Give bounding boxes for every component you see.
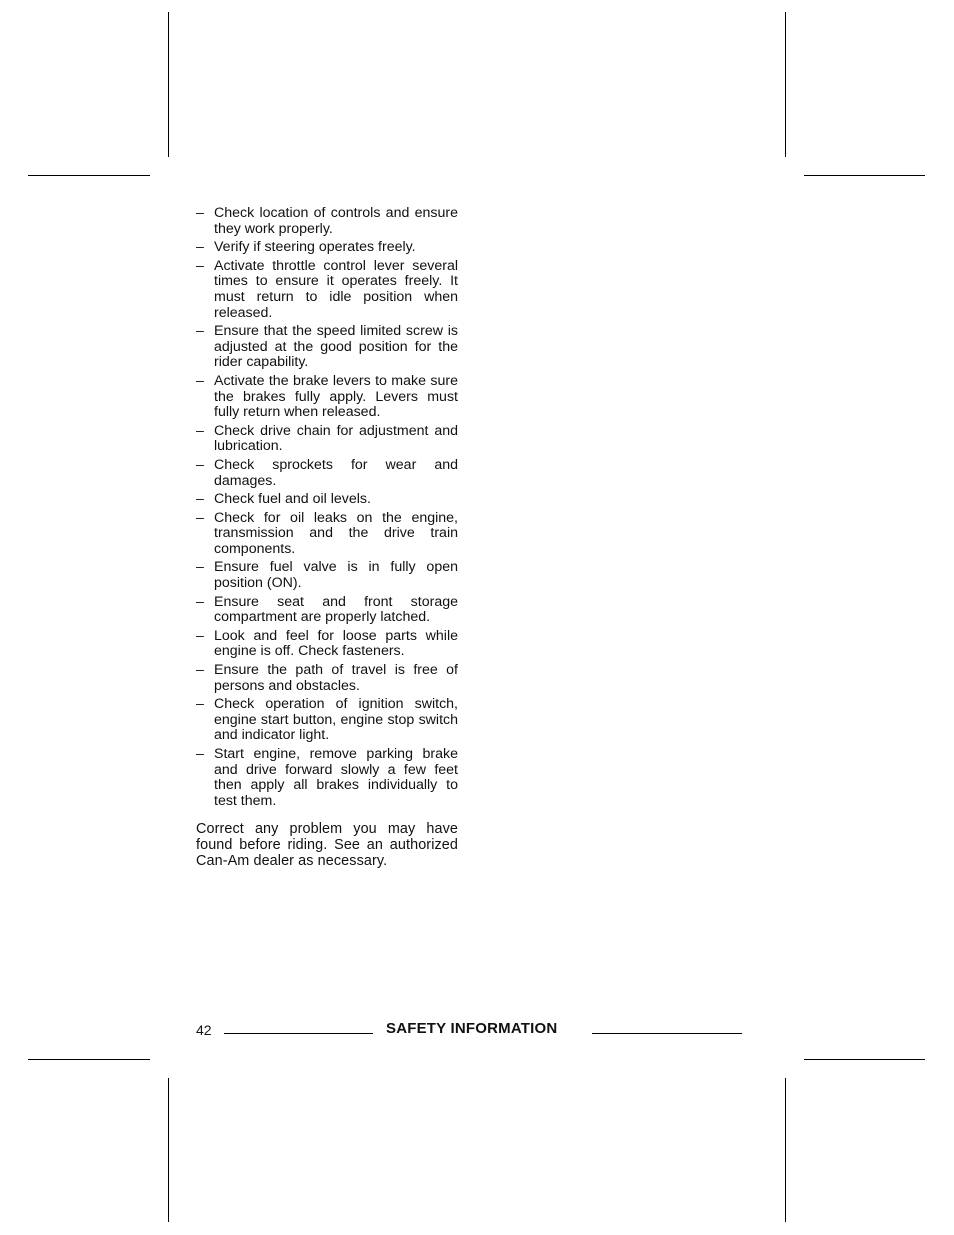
checklist-item [196, 595, 458, 626]
crop-mark-bottom-right-vertical [785, 1078, 786, 1222]
footer-rule-left [224, 1033, 373, 1034]
checklist-item [196, 629, 458, 660]
checklist-item-text: Ensure the path of travel is free of persons and obstacles. [214, 662, 458, 694]
checklist-item-text: Activate the brake levers to make sure the brakes fully apply. Levers must fully return when released. [214, 372, 458, 421]
checklist-list [196, 206, 458, 809]
crop-mark-bottom-left-vertical [168, 1078, 169, 1222]
list-dash: – [196, 323, 204, 340]
checklist-item-text: Check sprockets for wear and damages. [214, 456, 458, 489]
list-dash: – [196, 746, 204, 762]
list-dash: – [196, 239, 204, 256]
checklist-item [196, 511, 458, 558]
list-dash: – [196, 559, 204, 576]
checklist-item [196, 206, 458, 237]
crop-mark-top-right-horizontal [804, 175, 925, 176]
checklist-item [196, 697, 458, 744]
checklist-item [196, 747, 458, 809]
checklist-item [196, 663, 458, 694]
pre-ride-checklist [196, 206, 458, 869]
list-dash: – [196, 593, 204, 610]
checklist-item-text: Start engine, remove parking brake and drive forward slowly a few feet then apply all brakes individually to test them. [214, 746, 458, 809]
list-dash: – [196, 696, 204, 713]
list-dash: – [196, 372, 204, 389]
checklist-item-text: Check operation of ignition switch, engine start button, engine stop switch and indicator light. [214, 696, 458, 744]
checklist-item [196, 492, 458, 508]
checklist-item-text: Activate throttle control lever several times to ensure it operates freely. It must return to idle position when released. [214, 257, 458, 321]
checklist-item-text: Check location of controls and ensure they work properly. [214, 205, 458, 237]
checklist-item-text: Check for oil leaks on the engine, transmission and the drive train components. [214, 509, 458, 557]
checklist-item [196, 560, 458, 591]
checklist-item [196, 374, 458, 421]
checklist-item [196, 240, 458, 256]
footer-rule-right [592, 1033, 742, 1034]
checklist-item-text: Verify if steering operates freely. [214, 239, 416, 256]
checklist-item [196, 424, 458, 455]
correction-note: Correct any problem you may have found before riding. See an authorized Can-Am dealer as necessary. [196, 821, 458, 869]
checklist-item-text: Check drive chain for adjustment and lubrication. [214, 422, 458, 455]
crop-mark-top-left-vertical [168, 12, 169, 157]
checklist-item-text: Look and feel for loose parts while engine is off. Check fasteners. [214, 627, 458, 660]
list-dash: – [196, 662, 204, 679]
list-dash: – [196, 456, 204, 473]
list-dash: – [196, 509, 204, 526]
checklist-item [196, 458, 458, 489]
crop-mark-top-left-horizontal [28, 175, 150, 176]
checklist-item-text: Check fuel and oil levels. [214, 491, 371, 508]
list-dash: – [196, 422, 204, 439]
page-number: 42 [196, 1022, 212, 1038]
section-title: SAFETY INFORMATION [386, 1020, 558, 1037]
page-footer [196, 1020, 742, 1040]
checklist-item-text: Ensure seat and front storage compartment are properly latched. [214, 593, 458, 626]
checklist-item-text: Ensure fuel valve is in fully open position (ON). [214, 559, 458, 592]
checklist-item [196, 324, 458, 371]
crop-mark-bottom-right-horizontal [804, 1059, 925, 1060]
checklist-item [196, 259, 458, 321]
list-dash: – [196, 491, 204, 508]
list-dash: – [196, 205, 204, 221]
checklist-item-text: Ensure that the speed limited screw is adjusted at the good position for the rider capability. [214, 323, 458, 371]
list-dash: – [196, 257, 204, 274]
list-dash: – [196, 627, 204, 644]
crop-mark-bottom-left-horizontal [28, 1059, 150, 1060]
crop-mark-top-right-vertical [785, 12, 786, 157]
